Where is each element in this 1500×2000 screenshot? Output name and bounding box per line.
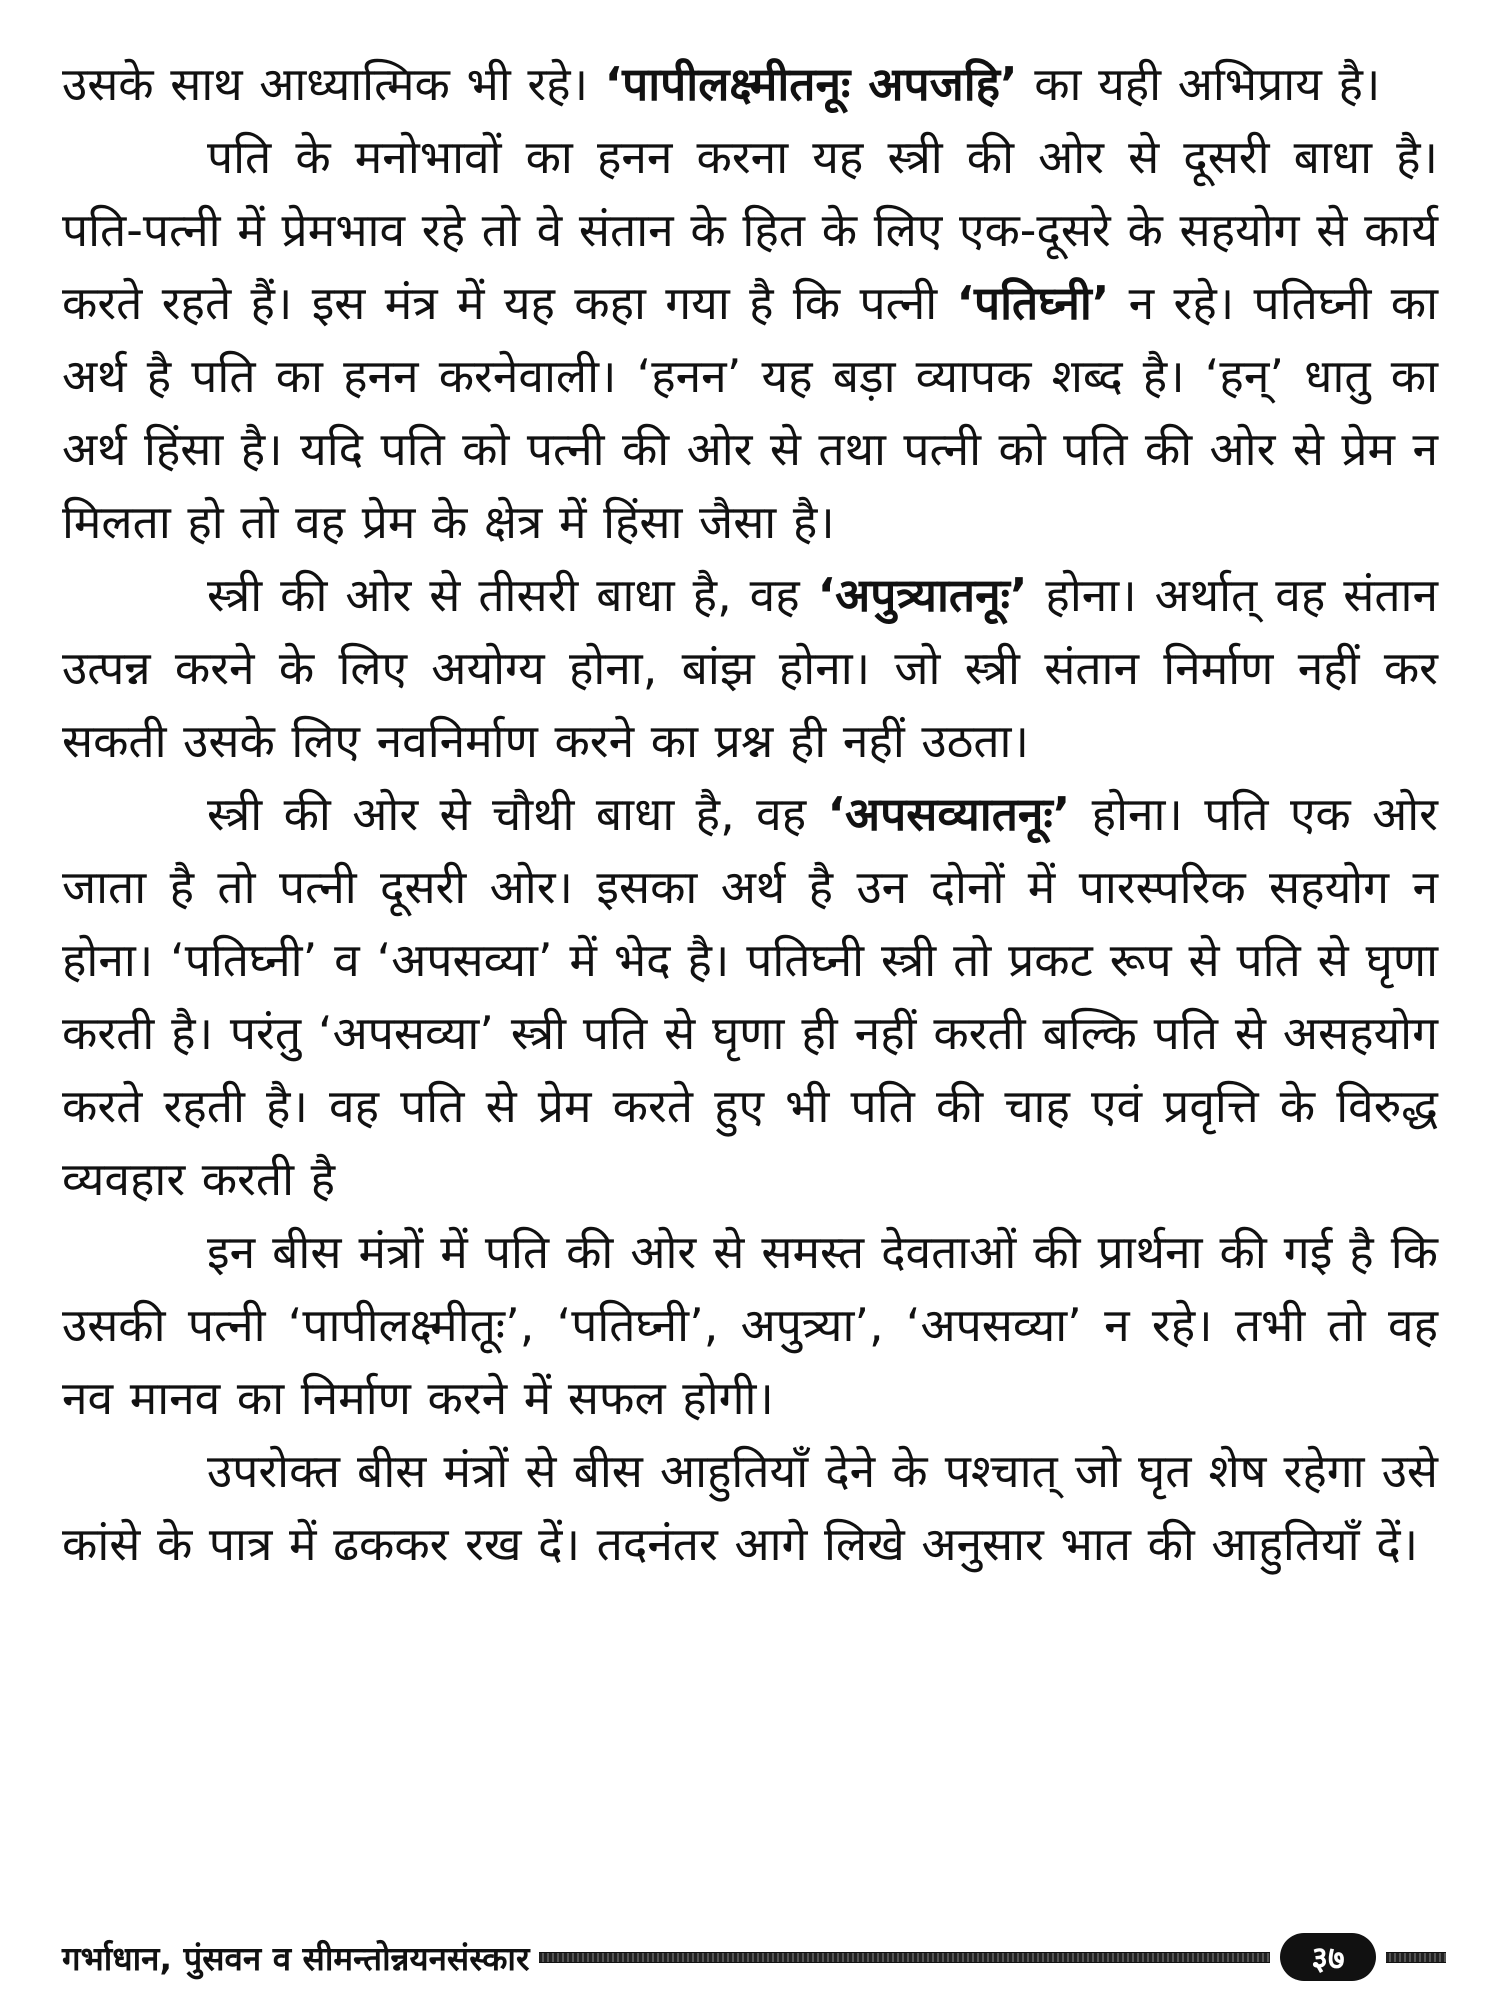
paragraph-1-text-b: का यही अभिप्राय है।: [1017, 57, 1381, 111]
paragraph-5-text: इन बीस मंत्रों में पति की ओर से समस्त देवताओं की प्रार्थना की गई है कि उसकी पत्नी ‘पापीलक्ष्मीतूः’, ‘पतिघ्नी’, अपुत्र्या’, ‘अपसव्या’ न रहे। तभी तो वह नव मानव का निर्माण करने में सफल होगी।: [62, 1225, 1438, 1425]
paragraph-1: [62, 48, 1438, 121]
paragraph-4-bold-term: ‘अपसव्यातनूः’: [827, 787, 1071, 841]
paragraph-3: [62, 559, 1438, 778]
footer-rule-right: [1386, 1952, 1446, 1963]
paragraph-4: [62, 778, 1438, 1216]
footer-rule-left: [539, 1952, 1270, 1963]
paragraph-2-text-a: पति के मनोभावों का हनन करना यह स्त्री की ओर से दूसरी बाधा है। पति-पत्नी में प्रेमभाव रहे तो वे संतान के हित के लिए एक-दूसरे के सहयोग से कार्य करते रहते हैं। इस मंत्र में यह कहा गया है कि पत्नी: [62, 130, 1438, 330]
paragraph-5: [62, 1216, 1438, 1435]
paragraph-3-bold-term: ‘अपुत्र्यातनूः’: [817, 568, 1028, 622]
paragraph-2-text-b: न रहे। पतिघ्नी का अर्थ है पति का हनन करनेवाली। ‘हनन’ यह बड़ा व्यापक शब्द है। ‘हन्’ धातु का अर्थ हिंसा है। यदि पति को पत्नी की ओर से तथा पत्नी को पति की ओर से प्रेम न मिलता हो तो वह प्रेम के क्षेत्र में हिंसा जैसा है।: [62, 276, 1438, 549]
paragraph-3-text-b: होना। अर्थात् वह संतान उत्पन्न करने के लिए अयोग्य होना, बांझ होना। जो स्त्री संतान निर्माण नहीं कर सकती उसके लिए नवनिर्माण करने का प्रश्न ही नहीं उठता।: [62, 568, 1439, 768]
footer-book-title: गर्भाधान, पुंसवन व सीमन्तोन्नयनसंस्कार: [62, 1938, 530, 1978]
paragraph-1-bold-term: ‘पापीलक्ष्मीतनूः अपजहि’: [604, 57, 1018, 111]
paragraph-2-bold-term: ‘पतिघ्नी’: [956, 276, 1110, 330]
paragraph-1-text-a: उसके साथ आध्यात्मिक भी रहे।: [62, 57, 605, 111]
paragraph-6-text: उपरोक्त बीस मंत्रों से बीस आहुतियाँ देने के पश्चात् जो घृत शेष रहेगा उसे कांसे के पात्र में ढककर रख दें। तदनंतर आगे लिखे अनुसार भात की आहुतियाँ दें।: [62, 1444, 1438, 1571]
paragraph-3-text-a: स्त्री की ओर से तीसरी बाधा है, वह: [207, 568, 818, 622]
page-body: [62, 48, 1438, 1828]
page-number-badge: ३७: [1280, 1933, 1376, 1981]
paragraph-2: [62, 121, 1438, 559]
paragraph-4-text-b: होना। पति एक ओर जाता है तो पत्नी दूसरी ओर। इसका अर्थ है उन दोनों में पारस्परिक सहयोग न होना। ‘पतिघ्नी’ व ‘अपसव्या’ में भेद है। पतिघ्नी स्त्री तो प्रकट रूप से पति से घृणा करती है। परंतु ‘अपसव्या’ स्त्री पति से घृणा ही नहीं करती बल्कि पति से असहयोग करते रहती है। वह पति से प्रेम करते हुए भी पति की चाह एवं प्रवृत्ति के विरुद्ध व्यवहार करती है: [62, 787, 1438, 1206]
page-footer: [62, 1930, 1446, 1984]
paragraph-6: [62, 1435, 1438, 1581]
paragraph-4-text-a: स्त्री की ओर से चौथी बाधा है, वह: [207, 787, 828, 841]
